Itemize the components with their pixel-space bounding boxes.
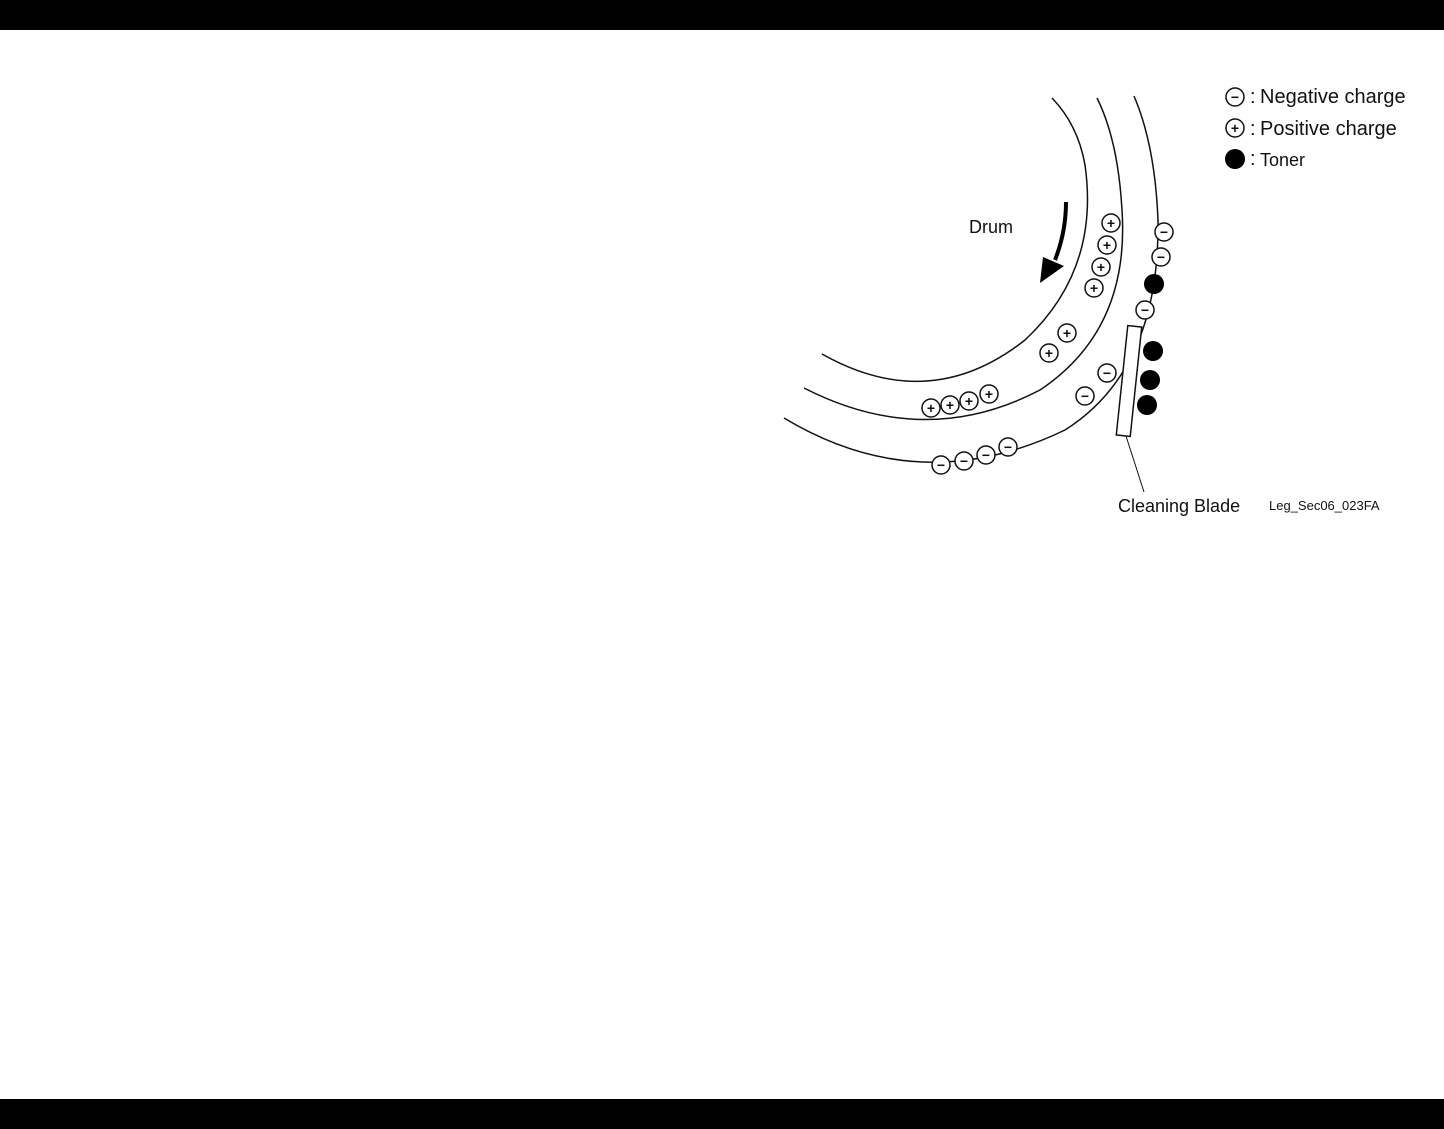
positive-charge-symbol-glyph: +	[984, 386, 994, 402]
positive-charge-symbol-glyph: +	[964, 393, 974, 409]
blade-leader-line	[1126, 436, 1144, 492]
legend-item-toner	[1225, 148, 1305, 170]
drum-middle-arc	[804, 98, 1123, 420]
legend-separator: :	[1250, 86, 1256, 108]
positive-charge-symbol-glyph: +	[1089, 280, 1099, 296]
negative-charge-symbol-glyph: −	[1156, 249, 1166, 265]
cleaning-blade	[1116, 326, 1141, 437]
toner-particle	[1144, 274, 1164, 294]
legend-toner-text: Toner	[1260, 150, 1306, 170]
negative-charge-symbol-glyph: −	[959, 453, 969, 469]
figure-reference: Leg_Sec06_023FA	[1269, 498, 1380, 513]
negative-charge-symbol-glyph: −	[1102, 365, 1112, 381]
rotation-arrowhead	[1040, 257, 1064, 283]
drum-label: Drum	[969, 217, 1013, 237]
legend	[1225, 86, 1406, 170]
toner-particle	[1143, 341, 1163, 361]
toner-particle	[1140, 370, 1160, 390]
legend-negative-text: Negative charge	[1260, 86, 1406, 108]
positive-charge-symbol-glyph: +	[1062, 325, 1072, 341]
negative-charge-symbol-glyph: −	[1140, 302, 1150, 318]
negative-charge-symbol-glyph: −	[1003, 439, 1013, 455]
negative-charge-symbol-glyph: −	[981, 447, 991, 463]
legend-separator: :	[1250, 118, 1256, 140]
positive-charge-symbol-glyph: +	[926, 400, 936, 416]
positive-charge-symbol-glyph: +	[945, 397, 955, 413]
positive-charge-glyph: +	[1230, 120, 1240, 136]
legend-item-positive	[1226, 118, 1397, 140]
negative-charge-symbol-glyph: −	[936, 457, 946, 473]
toner-particle	[1137, 395, 1157, 415]
legend-positive-text: Positive charge	[1260, 118, 1397, 140]
drum-inner-arc	[822, 98, 1088, 381]
positive-charge-symbol-glyph: +	[1096, 259, 1106, 275]
positive-charge-symbol-glyph: +	[1102, 237, 1112, 253]
legend-separator: :	[1250, 148, 1256, 170]
positive-charge-symbol-glyph: +	[1044, 345, 1054, 361]
rotation-arrow	[1055, 202, 1066, 260]
legend-item-negative	[1226, 86, 1406, 108]
toner-icon	[1225, 149, 1245, 169]
positive-charge-symbol-glyph: +	[1106, 215, 1116, 231]
cleaning-blade-label: Cleaning Blade	[1118, 496, 1241, 516]
negative-charge-symbol-glyph: −	[1080, 388, 1090, 404]
negative-charge-glyph: −	[1230, 89, 1240, 105]
negative-charge-symbol-glyph: −	[1159, 224, 1169, 240]
